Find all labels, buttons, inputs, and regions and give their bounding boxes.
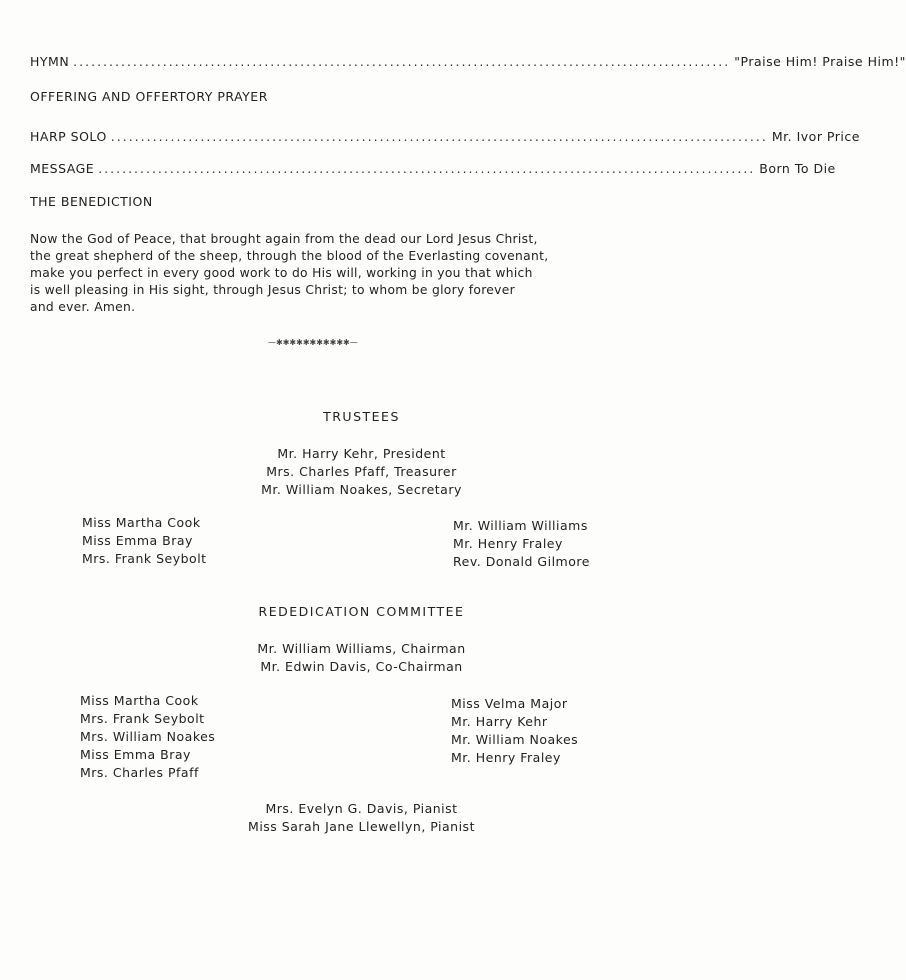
committee-member: Miss Velma Major: [451, 696, 568, 711]
program-line-offering: OFFERING AND OFFERTORY PRAYER: [30, 89, 268, 104]
program-line-message: [30, 161, 836, 176]
committee-member: Miss Emma Bray: [80, 747, 191, 762]
program-label: MESSAGE: [30, 161, 95, 176]
ornament-divider: ⁓✱✱✱✱✱✱✱✱✱✱✱⁓: [268, 338, 358, 347]
committee-member: Miss Martha Cook: [80, 693, 199, 708]
trustee-name: Mr. William Williams: [453, 518, 588, 533]
trustee-name: Mr. Henry Fraley: [453, 536, 563, 551]
committee-officer: Mr. William Williams, Chairman: [257, 641, 466, 656]
trustees-heading: TRUSTEES: [323, 409, 400, 424]
trustee-officer: Mrs. Charles Pfaff, Treasurer: [266, 464, 457, 479]
trustee-officer: Mr. Harry Kehr, President: [277, 446, 446, 461]
pianist-name: Mrs. Evelyn G. Davis, Pianist: [265, 801, 458, 816]
trustee-name: Rev. Donald Gilmore: [453, 554, 590, 569]
committee-member: Mrs. Charles Pfaff: [80, 765, 199, 780]
committee-heading: REDEDICATION COMMITTEE: [258, 604, 465, 619]
trustees-left-column: [82, 514, 207, 568]
dot-leader: ..............................................................................................................: [110, 129, 768, 144]
program-label: HARP SOLO: [30, 129, 107, 144]
benediction-line: the great shepherd of the sheep, through the blood of the Everlasting covenant,: [30, 249, 549, 263]
pianists-block: [0, 800, 723, 836]
committee-member: Mr. Henry Fraley: [451, 750, 561, 765]
trustees-officers: [0, 445, 723, 499]
program-label: HYMN: [30, 54, 70, 69]
trustee-name: Miss Martha Cook: [82, 515, 201, 530]
program-value: "Praise Him! Praise Him!": [734, 54, 906, 69]
committee-member: Mr. Harry Kehr: [451, 714, 548, 729]
program-line-benediction: THE BENEDICTION: [30, 194, 153, 209]
program-value: Born To Die: [759, 161, 836, 176]
trustee-name: Mrs. Frank Seybolt: [82, 551, 207, 566]
benediction-text: [30, 231, 680, 316]
committee-left-column: [80, 692, 215, 782]
program-value: Mr. Ivor Price: [771, 129, 860, 144]
program-line-harp-solo: [30, 129, 860, 144]
trustee-officer: Mr. William Noakes, Secretary: [261, 482, 462, 497]
benediction-line: Now the God of Peace, that brought again from the dead our Lord Jesus Christ,: [30, 232, 538, 246]
benediction-line: and ever. Amen.: [30, 300, 136, 314]
committee-member: Mrs. William Noakes: [80, 729, 216, 744]
benediction-line: make you perfect in every good work to do His will, working in you that which: [30, 266, 533, 280]
benediction-line: is well pleasing in His sight, through Jesus Christ; to whom be glory forever: [30, 283, 515, 297]
dot-leader: ..............................................................................................................: [98, 161, 756, 176]
trustees-right-column: [453, 517, 590, 571]
committee-officers: [0, 640, 723, 676]
committee-member: Mrs. Frank Seybolt: [80, 711, 205, 726]
trustee-name: Miss Emma Bray: [82, 533, 193, 548]
pianist-name: Miss Sarah Jane Llewellyn, Pianist: [248, 819, 475, 834]
committee-member: Mr. William Noakes: [451, 732, 579, 747]
program-line-hymn: [30, 54, 906, 69]
committee-right-column: [451, 695, 578, 767]
committee-officer: Mr. Edwin Davis, Co-Chairman: [260, 659, 463, 674]
dot-leader: ..............................................................................................................: [73, 54, 731, 69]
